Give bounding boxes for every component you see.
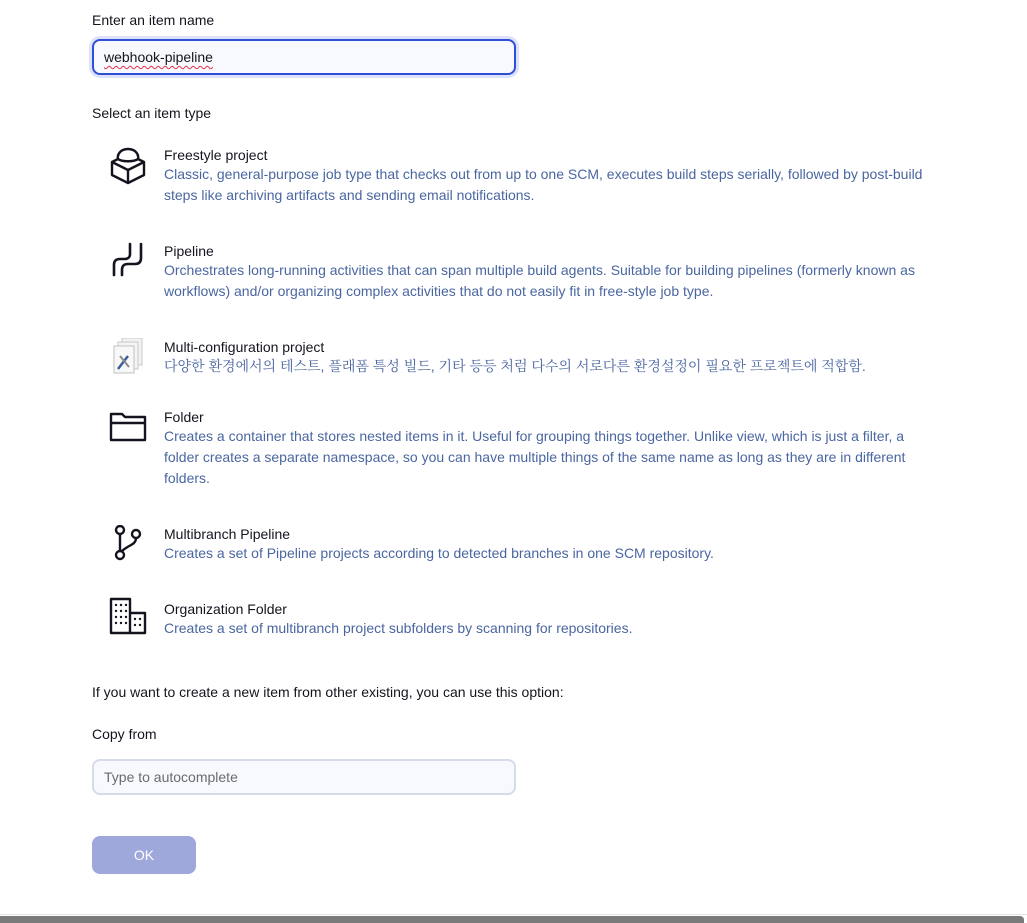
pipeline-icon xyxy=(108,242,148,282)
horizontal-scrollbar[interactable] xyxy=(0,916,1024,923)
item-type-multibranch-pipeline[interactable] xyxy=(108,525,948,575)
item-type-title: Multi-configuration project xyxy=(164,339,325,355)
item-type-folder[interactable] xyxy=(108,408,948,498)
item-type-description: Classic, general-purpose job type that checks out from up to one SCM, executes build steps serially, followed by post-build steps like archiving artifacts and sending email notifications. xyxy=(164,166,923,203)
item-type-title: Pipeline xyxy=(164,243,214,259)
item-type-description: Orchestrates long-running activities that can span multiple build agents. Suitable for building pipelines (formerly known as workflows) and/or organizing complex activities that do not easily fit in free-style job type. xyxy=(164,262,915,299)
copy-from-hint: If you want to create a new item from other existing, you can use this option: xyxy=(92,684,564,700)
freestyle-cube-icon xyxy=(108,146,148,186)
ok-button[interactable]: OK xyxy=(92,836,196,874)
item-name-input[interactable] xyxy=(92,39,516,75)
item-type-description: Creates a container that stores nested items in it. Useful for grouping things together. Unlike view, which is just a filter, a folder creates a separate namespace, so you can have multiple things of the same name as long as they are in different folders. xyxy=(164,428,906,486)
copy-from-label: Copy from xyxy=(92,726,157,742)
multi-config-icon xyxy=(108,338,148,378)
copy-from-input[interactable] xyxy=(92,759,516,795)
item-type-title: Folder xyxy=(164,409,204,425)
item-type-description: 다양한 환경에서의 테스트, 플래폼 특성 빌드, 기타 등등 처럼 다수의 서로다른 환경설정이 필요한 프로젝트에 적합함. xyxy=(164,358,866,374)
item-name-value: webhook-pipeline xyxy=(104,49,213,65)
item-name-label: Enter an item name xyxy=(92,12,215,28)
building-icon xyxy=(108,597,148,637)
item-type-freestyle[interactable] xyxy=(108,146,948,216)
item-type-title: Freestyle project xyxy=(164,147,268,163)
item-type-description: Creates a set of multibranch project subfolders by scanning for repositories. xyxy=(164,620,633,636)
item-type-pipeline[interactable] xyxy=(108,242,948,312)
divider xyxy=(0,914,1027,915)
item-type-description: Creates a set of Pipeline projects according to detected branches in one SCM repository. xyxy=(164,545,714,561)
item-type-label: Select an item type xyxy=(92,105,212,121)
item-type-organization-folder[interactable] xyxy=(108,600,948,650)
item-type-title: Multibranch Pipeline xyxy=(164,526,291,542)
folder-icon xyxy=(108,408,148,448)
item-type-title: Organization Folder xyxy=(164,601,287,617)
item-type-multi-configuration[interactable] xyxy=(108,338,948,388)
branch-icon xyxy=(108,525,148,565)
